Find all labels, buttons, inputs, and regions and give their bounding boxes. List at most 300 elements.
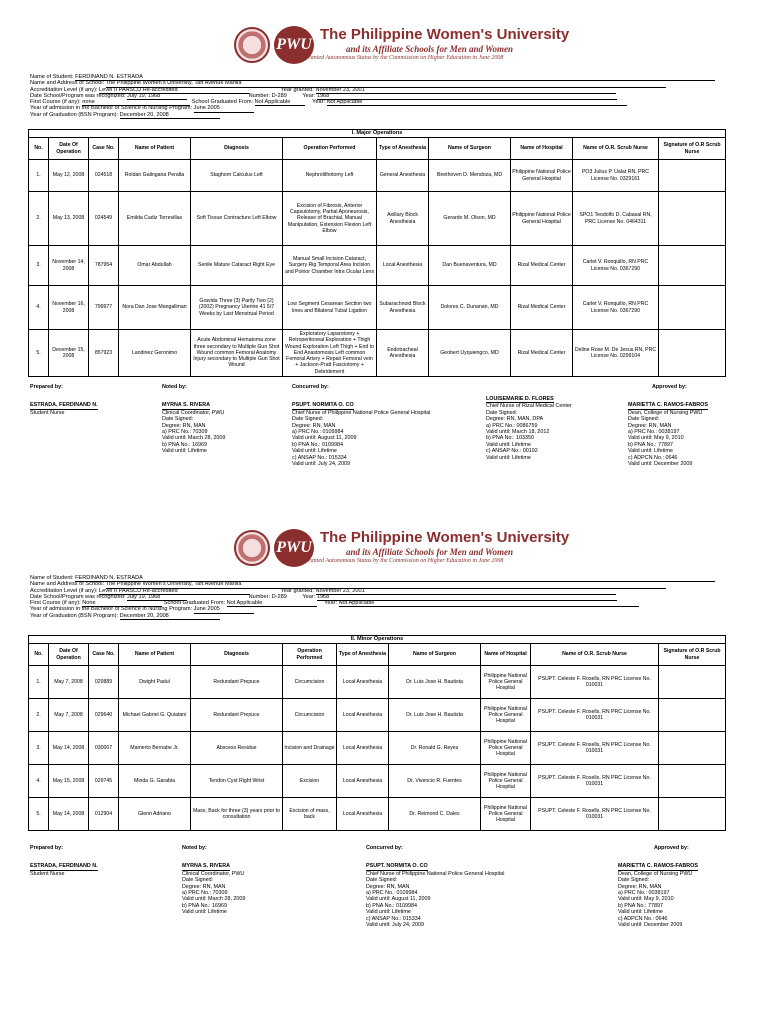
prepared-name: ESTRADA, FERDINAND N. — [30, 863, 98, 870]
noted-by — [182, 845, 245, 916]
table-cell: 012904 — [89, 798, 119, 831]
table-cell: Rizal Medical Center — [511, 286, 573, 330]
table-row — [29, 798, 726, 831]
table-cell: PO3 Julius P. Ualat RN, PRC License No. 0329161 — [573, 160, 659, 192]
credential-line: Valid until: Lifetime — [162, 448, 207, 455]
table-header-row — [29, 138, 726, 160]
table-cell: Landinez Geronimo — [119, 330, 191, 377]
credential-line: a) PRC No.: 70309 — [182, 890, 228, 897]
graduation-date: December 20, 2008 — [120, 112, 220, 119]
table-cell: Local Anesthesia — [377, 246, 429, 286]
year-granted: November 23, 2001 — [316, 588, 616, 595]
date-recognized: July 19, 1968 — [127, 594, 187, 601]
column-header: Diagnosis — [191, 644, 283, 666]
table-cell: 787954 — [89, 246, 119, 286]
credential-line: Valid until: Lifetime — [486, 441, 531, 448]
accreditation-level: Level II PAASCU Re-accredited — [99, 588, 249, 595]
page-minor-operations — [0, 512, 768, 1024]
label: First Course (if any): — [30, 99, 81, 106]
table-title: II. Minor Operations — [29, 636, 726, 644]
concurred-by-1 — [366, 845, 504, 928]
concurred1-name: PSUPT. NORMITA O. CO — [292, 402, 354, 409]
table-cell — [659, 246, 726, 286]
credential-line: Date Signed: — [618, 877, 650, 884]
table-cell: Rizal Medical Center — [511, 246, 573, 286]
concurred2-name: LOUISEMARIE D. FLORES — [486, 396, 554, 402]
credential-line: Date Signed: — [162, 416, 194, 423]
concurred-by-1 — [292, 384, 430, 467]
table-cell: Mamerto Bernabe Jr. — [119, 732, 191, 765]
table-cell: Nora Dan Jose Mangallman — [119, 286, 191, 330]
table-cell: 029745 — [89, 765, 119, 798]
table-cell: Tendon Cyst Right Wrist — [191, 765, 283, 798]
table-cell: May 7, 2008 — [49, 699, 89, 732]
label: Name and Address of School: — [30, 80, 105, 87]
table-cell: Omar Abdullah — [119, 246, 191, 286]
student-info — [30, 74, 715, 118]
table-row — [29, 699, 726, 732]
table-cell — [659, 732, 726, 765]
credential-line: Valid until: Lifetime — [292, 448, 337, 455]
label: Number: — [248, 92, 271, 99]
table-cell — [659, 765, 726, 798]
approved-title: Dean, College of Nursing PWU — [618, 870, 693, 877]
table-cell: 5. — [29, 798, 49, 831]
table-cell: 857923 — [89, 330, 119, 377]
label: Name of Student: — [30, 74, 74, 80]
concurred2-title: Chief Nurse of Rizal Medical Center — [486, 403, 572, 410]
table-cell: 3. — [29, 732, 49, 765]
column-header: No. — [29, 138, 49, 160]
admission-year: June 2005 — [194, 606, 254, 613]
table-cell — [659, 666, 726, 699]
concurred1-credentials — [366, 877, 504, 928]
university-header — [234, 527, 574, 571]
label: First Course (if any): — [30, 600, 81, 607]
school-address: The Philippine Women's University, Taft Avenue Manila — [106, 80, 666, 87]
table-cell: Gerardo M. Olson, MD — [429, 192, 511, 246]
table-cell: May 14, 2008 — [49, 798, 89, 831]
table-cell: Minda G. Garabia — [119, 765, 191, 798]
credential-line: Valid until: Lifetime — [366, 909, 411, 916]
credential-line: Valid until: Lifetime — [618, 909, 663, 916]
label: Accreditation Level (if any): — [30, 86, 98, 93]
major-operations-table — [28, 129, 726, 377]
prepared-title: Student Nurse — [30, 409, 65, 416]
table-cell: Carlet V. Ronquillo, RN PRC License No. 0367290 — [573, 286, 659, 330]
prepared-label: Prepared by: — [30, 845, 63, 851]
table-cell: May 7, 2008 — [49, 666, 89, 699]
university-accreditation: Granted Autonomous Status by the Commission on Higher Education in June 2008 — [304, 558, 504, 564]
credential-line: Valid until: March 28, 2009 — [182, 896, 246, 903]
column-header: Operation Performed — [283, 644, 337, 666]
column-header: Name of Surgeon — [429, 138, 511, 160]
approved-label: Approved by: — [654, 845, 689, 851]
table-cell: Beethoven D. Mendoza, MD — [429, 160, 511, 192]
approved-by — [618, 845, 698, 928]
column-header: Diagnosis — [191, 138, 283, 160]
credential-line: c) ADPCN No.: 0646 — [618, 915, 668, 922]
credential-line: Valid until: July 24, 2009 — [366, 922, 425, 929]
table-cell: December 15, 2008 — [49, 330, 89, 377]
table-row — [29, 732, 726, 765]
student-name: FERDINAND N. ESTRADA — [75, 575, 715, 582]
noted-name: MYRNA S. RIVERA — [182, 863, 231, 870]
credential-line: Degree: RN, MAN — [292, 422, 336, 429]
concurred1-title: Chief Nurse of Philippine National Police General Hospital — [366, 870, 505, 877]
table-cell: 4. — [29, 765, 49, 798]
credential-line: b) PNA No.: 103350 — [486, 435, 534, 442]
table-cell: Philippine National Police General Hospital — [481, 666, 531, 699]
table-cell: Local Anesthesia — [337, 798, 389, 831]
graduated-year: Not Applicable — [327, 99, 627, 106]
table-cell: Redundant Prepuce — [191, 699, 283, 732]
table-cell: Dolores C. Dunanan, MD — [429, 286, 511, 330]
table-cell: Carlet V. Ronquillo, RN PRC License No. 0367290 — [573, 246, 659, 286]
concurred1-name: PSUPT. NORMITA O. CO — [366, 863, 428, 870]
table-cell: Excision — [283, 765, 337, 798]
column-header: Operation Performed — [283, 138, 377, 160]
table-cell: 029889 — [89, 666, 119, 699]
table-cell: Dr. Reimond C. Dales — [389, 798, 481, 831]
label: Name of Student: — [30, 575, 74, 581]
school-graduated: Not Applicable — [227, 600, 317, 607]
table-cell: Dr. Ronald G. Reyes — [389, 732, 481, 765]
column-header: Name of Surgeon — [389, 644, 481, 666]
student-name: FERDINAND N. ESTRADA — [75, 74, 715, 81]
table-cell: Dr. Luis Jose H. Bautista — [389, 699, 481, 732]
university-seal-icon — [234, 530, 270, 566]
credential-line: b) PNA No.: 16969 — [162, 441, 207, 448]
table-cell: Acute Abdominal Hematoma zone three secondary to Multiple Gun Shot Wound common Femoral Anatomy Injury secondary to Multiple Gun Shot Wound — [191, 330, 283, 377]
label: Date School/Program was recognized: — [30, 593, 126, 600]
university-subtitle: and its Affiliate Schools for Men and Women — [346, 547, 513, 557]
table-cell: PSUPT. Celeste F. Rosells, RN PRC License No. 010031 — [531, 666, 659, 699]
table-cell: Excision of mass, back — [283, 798, 337, 831]
table-cell: 5. — [29, 330, 49, 377]
university-subtitle: and its Affiliate Schools for Men and Women — [346, 44, 513, 54]
label: Year: — [324, 600, 338, 607]
column-header: Date Of Operation — [49, 138, 89, 160]
noted-credentials — [182, 877, 245, 915]
table-cell: Dan Buenaventura, MD — [429, 246, 511, 286]
prepared-title: Student Nurse — [30, 870, 65, 877]
table-cell: General Anesthesia — [377, 160, 429, 192]
label: Date School/Program was recognized: — [30, 92, 126, 99]
table-cell: Subarachnoid Block Anesthesia — [377, 286, 429, 330]
table-cell: Philippine National Police General Hospital — [481, 798, 531, 831]
credential-line: Valid until: March 18, 2012 — [486, 429, 550, 436]
year-granted: November 23, 2001 — [316, 87, 616, 94]
pwu-logo: PWU — [274, 529, 314, 567]
credential-line: Valid until: March 28, 2009 — [162, 435, 226, 442]
table-cell: Local Anesthesia — [337, 765, 389, 798]
table-cell: Deline Rose M. De Jesus RN, PRC License No. 0299104 — [573, 330, 659, 377]
credential-line: Date Signed: — [628, 416, 660, 423]
prepared-by — [30, 384, 98, 416]
table-row — [29, 246, 726, 286]
university-accreditation: Granted Autonomous Status by the Commission on Higher Education in June 2008 — [304, 55, 504, 61]
noted-by — [162, 384, 225, 455]
table-cell: Abscess Residue — [191, 732, 283, 765]
credential-line: Degree: RN, MAN — [182, 883, 226, 890]
credential-line: Degree: RN, MAN — [628, 422, 672, 429]
table-row — [29, 666, 726, 699]
approved-name: MARIETTA C. RAMOS-FABROS — [618, 863, 698, 870]
table-cell: Exploratory Laparotomy + Retroperitoneal Exploration + Thigh Wound Exploration Left Thigh + End to End Anastomosis Left common Femoral Artery + Repair Femoral vein + Jackson-Pratt Fasciotomy + Debridement — [283, 330, 377, 377]
concurred1-title: Chief Nurse of Philippine National Police General Hospital — [292, 409, 431, 416]
first-course: none — [82, 99, 190, 106]
table-cell — [659, 192, 726, 246]
column-header: Name of Patient — [119, 138, 191, 160]
table-cell: Soft Tissue Contracture Left Elbow — [191, 192, 283, 246]
table-cell: Low Segment Cesarean Section two lines and Bilateral Tubal Ligation — [283, 286, 377, 330]
credential-line: b) PNA No.: 0109984 — [292, 441, 343, 448]
credential-line: Degree: RN, MAN — [366, 883, 410, 890]
prepared-label: Prepared by: — [30, 384, 63, 390]
table-cell: Senile Mature Cataract Right Eye — [191, 246, 283, 286]
label: Year granted: — [280, 86, 314, 93]
noted-credentials — [162, 416, 225, 454]
university-name: The Philippine Women's University — [320, 529, 570, 546]
table-cell: Redundant Prepuce — [191, 666, 283, 699]
recognition-number: D-289 — [271, 593, 287, 600]
table-cell: November 14, 2008 — [49, 246, 89, 286]
table-cell: PSUPT. Celeste F. Rosells, RN PRC License No. 010031 — [531, 765, 659, 798]
label: Year: — [302, 92, 316, 99]
table-row — [29, 286, 726, 330]
table-cell: PSUPT. Celeste F. Rosells, RN PRC License No. 010031 — [531, 798, 659, 831]
table-cell: Philippine National Police General Hospital — [481, 699, 531, 732]
student-info — [30, 575, 715, 619]
table-cell: 1. — [29, 666, 49, 699]
credential-line: b) PNA No.: 77897 — [618, 902, 663, 909]
column-header: Name of O.R. Scrub Nurse — [531, 644, 659, 666]
label: Accreditation Level (if any): — [30, 587, 98, 594]
table-cell: Local Anesthesia — [337, 699, 389, 732]
table-cell: 2. — [29, 192, 49, 246]
table-cell: 030007 — [89, 732, 119, 765]
table-cell: Philippine National Police General Hospital — [511, 160, 573, 192]
table-cell: 1. — [29, 160, 49, 192]
credential-line: Valid until: May 9, 2010 — [628, 435, 684, 442]
prepared-name: ESTRADA, FERDINAND N. — [30, 402, 98, 409]
table-cell: 024549 — [89, 192, 119, 246]
approved-credentials — [618, 877, 698, 928]
column-header: No. — [29, 644, 49, 666]
table-cell: May 15, 2008 — [49, 765, 89, 798]
school-graduated: Not Applicable — [255, 99, 305, 106]
label: Year granted: — [280, 587, 314, 594]
credential-line: Valid until: December 2009 — [618, 922, 683, 929]
university-name: The Philippine Women's University — [320, 26, 570, 43]
approved-title: Dean, College of Nursing PWU — [628, 409, 703, 416]
table-cell: PSUPT. Celeste F. Rosells, RN PRC License No. 010031 — [531, 699, 659, 732]
credential-line: b) PNA No.: 77897 — [628, 441, 673, 448]
column-header: Signature of O.R Scrub Nurse — [659, 644, 726, 666]
table-cell: Incision and Drainage — [283, 732, 337, 765]
table-cell: Excision of Fibrosis, Anterior Capsulotomy, Partial Aponeurosis, Release of Brachial, Manual Manipulation, Extension Flexion Left Elbow — [283, 192, 377, 246]
credential-line: a) PRC No.: 0109984 — [366, 890, 418, 897]
date-recognized: July 19, 1968 — [127, 93, 187, 100]
table-row — [29, 330, 726, 377]
approved-label: Approved by: — [652, 384, 687, 390]
column-header: Name of Hospital — [511, 138, 573, 160]
table-cell: Roldan Galingana Peralta — [119, 160, 191, 192]
credential-line: a) PRC No.: 0038197 — [618, 890, 670, 897]
table-cell: Michael Gabriel G. Quiatani — [119, 699, 191, 732]
approved-by — [628, 384, 708, 467]
table-cell: Nephrolithotomy Left — [283, 160, 377, 192]
credential-line: Date Signed: — [292, 416, 324, 423]
credential-line: Degree: RN, MAN — [162, 422, 206, 429]
credential-line: a) PRC No.: 0038197 — [628, 429, 680, 436]
table-cell: May 13, 2008 — [49, 192, 89, 246]
recognition-year: 1968 — [317, 594, 617, 601]
column-header: Case No. — [89, 644, 119, 666]
column-header: Case No. — [89, 138, 119, 160]
table-cell: 3. — [29, 246, 49, 286]
table-cell — [659, 330, 726, 377]
table-cell: 029640 — [89, 699, 119, 732]
column-header: Signature of O.R Scrub Nurse — [659, 138, 726, 160]
label: School Graduated From: — [191, 99, 254, 106]
table-row — [29, 160, 726, 192]
university-seal-icon — [234, 27, 270, 63]
label: School Graduated From: — [163, 600, 226, 607]
table-cell: Mass, Back for three (3) years prior to consultation — [191, 798, 283, 831]
credential-line: Valid until: July 24, 2009 — [292, 461, 351, 468]
approved-name: MARIETTA C. RAMOS-FABROS — [628, 402, 708, 409]
table-cell: Axillary Block Anesthesia — [377, 192, 429, 246]
credential-line: Date Signed: — [182, 877, 214, 884]
credential-line: Valid until: December 2009 — [628, 461, 693, 468]
table-header-row — [29, 644, 726, 666]
concurred-by-2 — [486, 396, 572, 461]
table-title: I. Major Operations — [29, 130, 726, 138]
table-cell: Local Anesthesia — [337, 732, 389, 765]
column-header: Date Of Operation — [49, 644, 89, 666]
first-course: None — [82, 600, 162, 607]
table-cell — [659, 160, 726, 192]
column-header: Name of Patient — [119, 644, 191, 666]
label: Year of Graduation (BSN Program): — [30, 111, 119, 118]
noted-label: Noted by: — [162, 384, 187, 390]
table-cell — [659, 699, 726, 732]
pwu-logo: PWU — [274, 26, 314, 64]
credential-line: Degree: RN, MAN, DPA — [486, 416, 544, 423]
column-header: Name of Hospital — [481, 644, 531, 666]
table-cell: Philippine National Police General Hospital — [511, 192, 573, 246]
noted-label: Noted by: — [182, 845, 207, 851]
credential-line: a) PRC No.: 0086759 — [486, 422, 538, 429]
table-row — [29, 765, 726, 798]
table-cell: 4. — [29, 286, 49, 330]
table-cell: Staghorn Calculus Left — [191, 160, 283, 192]
recognition-number: D-289 — [271, 92, 287, 99]
table-cell: Geobert Uyquiengco, MD — [429, 330, 511, 377]
table-cell: Gravida Three (3) Parity Two (2) (2002) Pregnancy Uterine 41 5/7 Weeks by Last Menstrual Period — [191, 286, 283, 330]
table-row — [29, 192, 726, 246]
table-cell: Local Anesthesia — [337, 666, 389, 699]
concurred-label: Concurred by: — [366, 845, 403, 851]
table-cell: Circumcision — [283, 699, 337, 732]
table-cell: Endotracheal Anesthesia — [377, 330, 429, 377]
label: Year: — [312, 99, 326, 106]
table-cell: November 16, 2008 — [49, 286, 89, 330]
column-header: Type of Anesthesia — [377, 138, 429, 160]
table-cell: Circumcision — [283, 666, 337, 699]
table-cell: Philippine National Police General Hospital — [481, 732, 531, 765]
credential-line: a) PRC No.: 0109984 — [292, 429, 344, 436]
concurred2-credentials — [486, 410, 572, 461]
table-cell: Dwight Padul — [119, 666, 191, 699]
credential-line: c) ADPCN No.: 0646 — [628, 454, 678, 461]
credential-line: c) ANSAP No.: 015334 — [366, 915, 421, 922]
table-cell: Philippine National Police General Hospital — [481, 765, 531, 798]
credential-line: Valid until: May 9, 2010 — [618, 896, 674, 903]
graduated-year: Not Applicable — [339, 600, 639, 607]
credential-line: b) PNA No.: 0109984 — [366, 902, 417, 909]
credential-line: Valid until: Lifetime — [628, 448, 673, 455]
credential-line: Date Signed: — [486, 409, 518, 416]
table-cell: Dr. Luis Jose H. Bautista — [389, 666, 481, 699]
table-cell: PSUPT. Celeste F. Rosells, RN PRC License No. 010031 — [531, 732, 659, 765]
label: Name and Address of School: — [30, 581, 105, 588]
minor-operations-table — [28, 635, 726, 831]
label: Year of admission in the Bachelor of Science in Nursing Program: — [30, 105, 193, 112]
label: Year: — [302, 593, 316, 600]
admission-year: June 2005 — [194, 105, 254, 112]
table-cell: Dr. Vivencio R. Fuentes — [389, 765, 481, 798]
credential-line: Valid until: August 11, 2009 — [292, 435, 357, 442]
label: Number: — [248, 593, 271, 600]
university-header — [234, 24, 574, 68]
table-cell: May 12, 2008 — [49, 160, 89, 192]
graduation-date: December 20, 2008 — [120, 613, 220, 620]
table-cell: 2. — [29, 699, 49, 732]
prepared-by — [30, 845, 98, 877]
label: Year of Graduation (BSN Program): — [30, 612, 119, 619]
label: Year of admission in the Bachelor of Science in Nursing Program: — [30, 606, 193, 613]
credential-line: Valid until: Lifetime — [182, 909, 227, 916]
table-cell: Rizal Medical Center — [511, 330, 573, 377]
credential-line: c) ANSAP No.: 015334 — [292, 454, 347, 461]
approved-credentials — [628, 416, 708, 467]
concurred-label: Concurred by: — [292, 384, 329, 390]
recognition-year: 1968 — [317, 93, 617, 100]
concurred1-credentials — [292, 416, 430, 467]
table-cell — [659, 286, 726, 330]
credential-line: Valid until: Lifetime — [486, 454, 531, 461]
noted-title: Clinical Coordinator, PWU — [162, 409, 225, 416]
column-header: Name of O.R. Scrub Nurse — [573, 138, 659, 160]
accreditation-level: Level II PAASCU Re-accredited — [99, 87, 249, 94]
credential-line: c) ANSAP No.: 00192 — [486, 448, 538, 455]
credential-line: Date Signed: — [366, 877, 398, 884]
table-cell: 799977 — [89, 286, 119, 330]
table-cell: Emilda Cadiz Torrevillas — [119, 192, 191, 246]
column-header: Type of Anesthesia — [337, 644, 389, 666]
credential-line: Degree: RN, MAN — [618, 883, 662, 890]
credential-line: a) PRC No.: 70309 — [162, 429, 208, 436]
noted-name: MYRNA S. RIVERA — [162, 402, 211, 409]
table-cell: Glenn Adriano — [119, 798, 191, 831]
school-address: The Philippine Women's University, Taft Avenue Manila — [106, 581, 666, 588]
table-cell: May 14, 2008 — [49, 732, 89, 765]
credential-line: b) PNA No.: 16969 — [182, 902, 227, 909]
table-cell: Manual Small Incision Cataract, Surgery Rig Temporal Area Incision and Poirior Chamber Intra Ocular Lens — [283, 246, 377, 286]
